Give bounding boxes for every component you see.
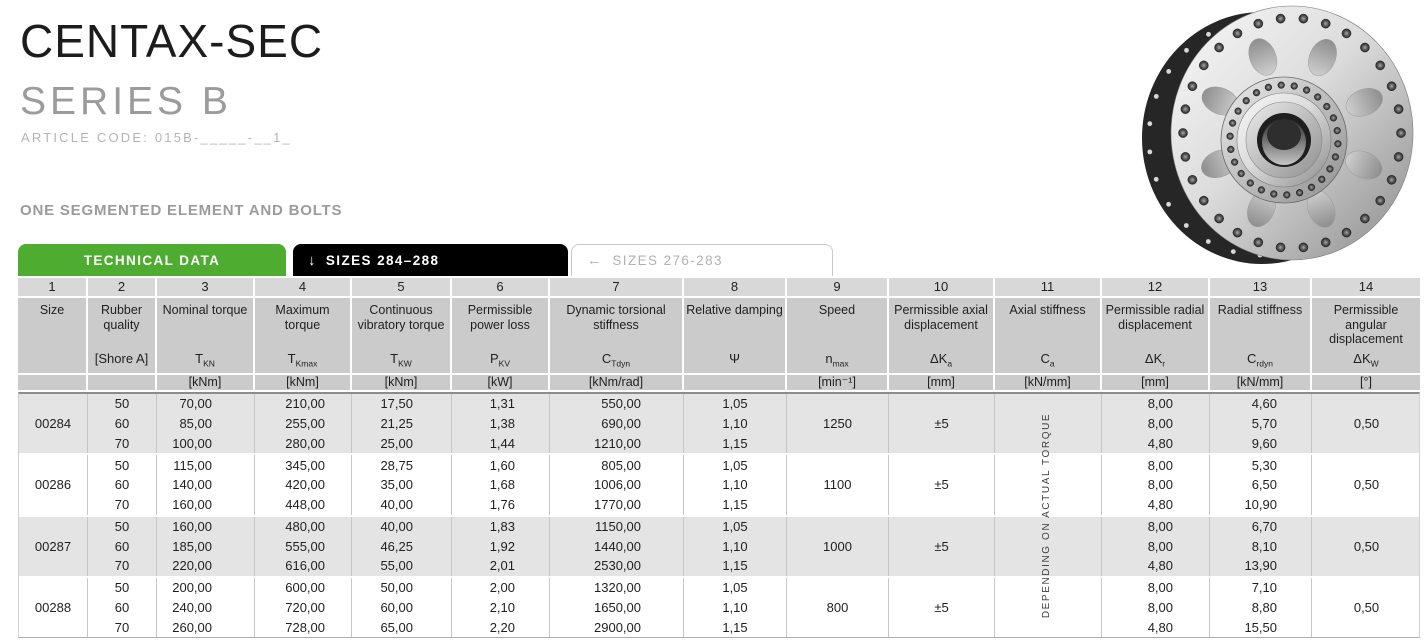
left-arrow-icon: ← [587,252,604,269]
page-title: CENTAX-SEC [20,15,324,67]
cell-nominal-torque: 200,00 [156,578,254,598]
cell-angular-displacement: 0,50 [1311,455,1421,514]
cell-speed: 1100 [786,455,888,514]
cell-shore-hardness: 70 [87,495,156,515]
cell-vibratory-torque: 21,25 [351,414,451,434]
cell-power-loss: 1,83 [451,517,549,537]
column-title: Permissible axial displacement [894,303,988,332]
column-symbol: $C_{Tdyn}$ [601,351,631,369]
column-number-5: 5 [350,278,450,296]
cell-maximum-torque: 720,00 [254,598,351,618]
cell-power-loss: 2,01 [451,556,549,576]
cell-nominal-torque: 220,00 [156,556,254,576]
cell-power-loss: 1,92 [451,536,549,556]
cell-shore-hardness: 70 [87,556,156,576]
cell-radial-stiffness: 5,70 [1209,414,1311,434]
column-number-14: 14 [1310,278,1420,296]
cell-shore-hardness: 60 [87,598,156,618]
column-header-6 [450,298,548,390]
column-number-13: 13 [1208,278,1310,296]
cell-power-loss: 1,76 [451,495,549,515]
cell-shore-hardness: 70 [87,617,156,637]
column-header-7 [548,298,682,390]
column-unit: [mm] [889,373,993,390]
cell-nominal-torque: 70,00 [156,394,254,414]
cell-nominal-torque: 160,00 [156,495,254,515]
column-number-8: 8 [682,278,785,296]
cell-vibratory-torque: 65,00 [351,617,451,637]
column-unit: [kNm] [157,373,253,390]
cell-size: 00286 [34,477,72,493]
column-number-7: 7 [548,278,682,296]
cell-shore-hardness: 50 [87,517,156,537]
cell-radial-displacement: 8,00 [1101,455,1209,475]
cell-shore-hardness: 50 [87,394,156,414]
cell-torsional-stiffness: 1006,00 [549,475,683,495]
cell-nominal-torque: 240,00 [156,598,254,618]
table-body [18,392,1420,638]
column-header-12 [1100,298,1208,390]
cell-relative-damping: 1,10 [683,536,786,556]
cell-torsional-stiffness: 1150,00 [549,517,683,537]
cell-radial-stiffness: 8,80 [1209,598,1311,618]
cell-relative-damping: 1,05 [683,517,786,537]
cell-shore-hardness: 60 [87,475,156,495]
cell-angular-displacement: 0,50 [1311,394,1421,453]
cell-power-loss: 2,10 [451,598,549,618]
cell-maximum-torque: 345,00 [254,455,351,475]
tab-sizes-284-288-label: SIZES 284–288 [325,252,440,268]
tab-sizes-284-288[interactable] [293,244,568,276]
column-symbol: Ψ [729,351,740,366]
cell-axial-stiffness-blank [994,394,1101,453]
column-number-4: 4 [253,278,350,296]
cell-shore-hardness: 70 [87,434,156,454]
cell-torsional-stiffness: 1770,00 [549,495,683,515]
column-symbol: $C_a$ [1040,351,1055,369]
column-symbol: $P_{KV}$ [489,351,510,369]
cell-torsional-stiffness: 690,00 [549,414,683,434]
cell-radial-displacement: 4,80 [1101,495,1209,515]
cell-speed: 1000 [786,517,888,576]
down-arrow-icon: ↓ [308,251,317,269]
column-number-3: 3 [155,278,253,296]
tab-bar [18,244,833,276]
cell-size: 00287 [34,538,72,554]
cell-maximum-torque: 210,00 [254,394,351,414]
cell-torsional-stiffness: 1440,00 [549,536,683,556]
cell-radial-stiffness: 13,90 [1209,556,1311,576]
cell-radial-displacement: 4,80 [1101,556,1209,576]
cell-radial-stiffness: 8,10 [1209,536,1311,556]
cell-nominal-torque: 100,00 [156,434,254,454]
cell-radial-displacement: 8,00 [1101,598,1209,618]
column-header-10 [887,298,993,390]
cell-radial-displacement: 8,00 [1101,536,1209,556]
cell-maximum-torque: 280,00 [254,434,351,454]
cell-torsional-stiffness: 2900,00 [549,617,683,637]
cell-relative-damping: 1,10 [683,414,786,434]
column-symbol: $\Delta K_W$ [1353,351,1379,369]
column-header-13 [1208,298,1310,390]
cell-axial-displacement: ±5 [888,394,994,453]
cell-relative-damping: 1,05 [683,455,786,475]
cell-radial-stiffness: 15,50 [1209,617,1311,637]
column-unit: [min⁻¹] [787,373,887,390]
column-symbol: $T_{KN}$ [195,351,215,369]
cell-power-loss: 2,20 [451,617,549,637]
cell-nominal-torque: 115,00 [156,455,254,475]
column-number-11: 11 [993,278,1100,296]
coupling-product-image [1126,0,1418,270]
column-unit: [kN/mm] [995,373,1100,390]
column-symbol: $\Delta K_a$ [929,351,953,369]
column-number-10: 10 [887,278,993,296]
cell-vibratory-torque: 17,50 [351,394,451,414]
cell-radial-displacement: 8,00 [1101,578,1209,598]
cell-shore-hardness: 50 [87,455,156,475]
cell-vibratory-torque: 60,00 [351,598,451,618]
column-header-2 [86,298,155,390]
column-symbol: $T_{KW}$ [390,351,412,369]
tab-technical-data-label: TECHNICAL DATA [83,252,221,268]
column-header-3 [155,298,253,390]
column-title: Permissible power loss [467,303,533,332]
cell-relative-damping: 1,15 [683,617,786,637]
column-header-row [18,298,1420,390]
column-title: Permissible radial displacement [1105,303,1205,332]
cell-torsional-stiffness: 1210,00 [549,434,683,454]
column-number-row [18,278,1420,296]
cell-relative-damping: 1,10 [683,598,786,618]
cell-vibratory-torque: 40,00 [351,517,451,537]
cell-torsional-stiffness: 550,00 [549,394,683,414]
cell-radial-stiffness: 9,60 [1209,434,1311,454]
cell-torsional-stiffness: 805,00 [549,455,683,475]
cell-radial-stiffness: 6,70 [1209,517,1311,537]
cell-vibratory-torque: 50,00 [351,578,451,598]
column-unit: [kNm/rad] [550,373,682,390]
column-header-14 [1310,298,1420,390]
column-symbol: [Shore A] [94,351,149,366]
cell-torsional-stiffness: 2530,00 [549,556,683,576]
cell-vibratory-torque: 25,00 [351,434,451,454]
cell-power-loss: 1,68 [451,475,549,495]
cell-speed: 1250 [786,394,888,453]
article-code: ARTICLE CODE: 015B-_____-__1_ [21,130,292,145]
cell-power-loss: 1,60 [451,455,549,475]
column-unit: [kNm] [255,373,350,390]
cell-relative-damping: 1,15 [683,495,786,515]
column-unit [18,373,86,390]
cell-nominal-torque: 85,00 [156,414,254,434]
cell-vibratory-torque: 46,25 [351,536,451,556]
cell-radial-displacement: 8,00 [1101,517,1209,537]
cell-radial-displacement: 4,80 [1101,434,1209,454]
column-number-12: 12 [1100,278,1208,296]
column-symbol [18,351,86,373]
cell-radial-stiffness: 4,60 [1209,394,1311,414]
column-symbol: $T_{Kmax}$ [287,351,318,369]
size-group-00286 [19,455,1419,514]
series-subtitle: SERIES B [20,80,232,123]
cell-power-loss: 1,44 [451,434,549,454]
cell-axial-stiffness-blank [994,578,1101,637]
column-title: Dynamic torsional stiffness [566,303,666,332]
column-number-6: 6 [450,278,548,296]
column-unit [684,373,785,390]
cell-power-loss: 1,31 [451,394,549,414]
cell-radial-displacement: 8,00 [1101,414,1209,434]
cell-angular-displacement: 0,50 [1311,517,1421,576]
column-header-5 [350,298,450,390]
column-title: Speed [818,303,856,317]
section-heading: ONE SEGMENTED ELEMENT AND BOLTS [20,202,343,219]
cell-radial-displacement: 4,80 [1101,617,1209,637]
cell-nominal-torque: 140,00 [156,475,254,495]
column-unit: [kW] [452,373,548,390]
column-unit: [kN/mm] [1210,373,1310,390]
cell-radial-displacement: 8,00 [1101,394,1209,414]
cell-speed: 800 [786,578,888,637]
cell-radial-stiffness: 5,30 [1209,455,1311,475]
cell-maximum-torque: 728,00 [254,617,351,637]
cell-maximum-torque: 616,00 [254,556,351,576]
cell-torsional-stiffness: 1320,00 [549,578,683,598]
column-header-1 [18,298,86,390]
technical-data-table [18,278,1420,638]
coupling-photo [1126,0,1418,270]
cell-angular-displacement: 0,50 [1311,578,1421,637]
cell-shore-hardness: 50 [87,578,156,598]
cell-radial-stiffness: 7,10 [1209,578,1311,598]
cell-nominal-torque: 160,00 [156,517,254,537]
column-title: Size [39,303,65,317]
cell-axial-stiffness-blank [994,517,1101,576]
cell-size: 00288 [34,599,72,615]
column-title: Rubber quality [101,303,142,332]
cell-axial-stiffness-blank [994,455,1101,514]
cell-shore-hardness: 60 [87,536,156,556]
cell-nominal-torque: 260,00 [156,617,254,637]
column-unit: [°] [1312,373,1420,390]
cell-torsional-stiffness: 1650,00 [549,598,683,618]
cell-vibratory-torque: 35,00 [351,475,451,495]
cell-maximum-torque: 555,00 [254,536,351,556]
tab-technical-data[interactable] [18,244,286,276]
cell-power-loss: 1,38 [451,414,549,434]
cell-relative-damping: 1,15 [683,434,786,454]
column-symbol: $C_{rdyn}$ [1247,351,1273,369]
cell-axial-displacement: ±5 [888,517,994,576]
cell-maximum-torque: 420,00 [254,475,351,495]
cell-vibratory-torque: 40,00 [351,495,451,515]
column-title: Permissible angular displacement [1329,303,1403,346]
cell-radial-stiffness: 6,50 [1209,475,1311,495]
column-title: Nominal torque [162,303,248,317]
size-group-00284 [19,394,1419,453]
tab-sizes-276-283[interactable] [571,244,833,276]
column-unit: [kNm] [352,373,450,390]
column-title: Continuous vibratory torque [357,303,445,332]
cell-size: 00284 [34,416,72,432]
cell-maximum-torque: 255,00 [254,414,351,434]
column-number-1: 1 [18,278,86,296]
cell-maximum-torque: 448,00 [254,495,351,515]
cell-radial-displacement: 8,00 [1101,475,1209,495]
cell-axial-displacement: ±5 [888,578,994,637]
cell-power-loss: 2,00 [451,578,549,598]
column-header-9 [785,298,887,390]
column-header-4 [253,298,350,390]
column-title: Relative damping [686,303,783,317]
cell-relative-damping: 1,10 [683,475,786,495]
column-symbol: $\Delta K_r$ [1144,351,1166,369]
column-title: Maximum torque [275,303,330,332]
column-title: Axial stiffness [1009,303,1086,317]
cell-relative-damping: 1,05 [683,578,786,598]
size-group-00287 [19,517,1419,576]
depending-note-text: DEPENDING ON ACTUAL TORQUE [1041,412,1052,619]
column-title: Radial stiffness [1217,303,1303,317]
cell-relative-damping: 1,05 [683,394,786,414]
cell-relative-damping: 1,15 [683,556,786,576]
column-symbol: $n_{max}$ [825,351,849,369]
column-unit: [mm] [1102,373,1208,390]
cell-axial-displacement: ±5 [888,455,994,514]
cell-vibratory-torque: 55,00 [351,556,451,576]
cell-nominal-torque: 185,00 [156,536,254,556]
cell-maximum-torque: 480,00 [254,517,351,537]
cell-maximum-torque: 600,00 [254,578,351,598]
column-header-11 [993,298,1100,390]
cell-shore-hardness: 60 [87,414,156,434]
cell-vibratory-torque: 28,75 [351,455,451,475]
tab-sizes-276-283-label: SIZES 276-283 [612,253,723,268]
column-header-8 [682,298,785,390]
column-unit [88,373,155,390]
column-number-2: 2 [86,278,155,296]
size-group-00288 [19,578,1419,637]
column-number-9: 9 [785,278,887,296]
cell-radial-stiffness: 10,90 [1209,495,1311,515]
